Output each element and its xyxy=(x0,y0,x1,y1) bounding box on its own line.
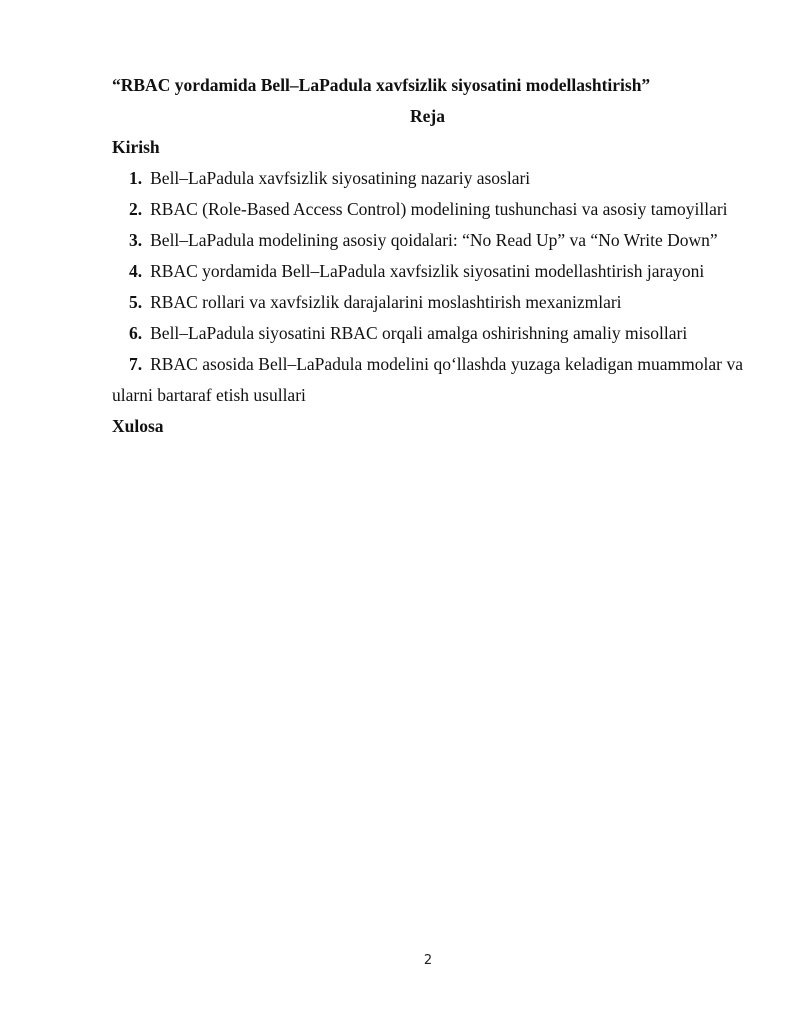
plan-item-number: 5. xyxy=(129,292,143,312)
plan-item-text: RBAC rollari va xavfsizlik darajalarini moslashtirish mexanizmlari xyxy=(150,292,622,312)
document-page xyxy=(112,70,743,442)
plan-item-number: 2. xyxy=(129,199,143,219)
plan-item xyxy=(112,349,743,411)
page-number: 2 xyxy=(423,953,433,968)
plan-item-text: RBAC yordamida Bell–LaPadula xavfsizlik siyosatini modellashtirish jarayoni xyxy=(150,261,705,281)
plan-item-number: 7. xyxy=(129,354,143,374)
document-title: “RBAC yordamida Bell–LaPadula xavfsizlik siyosatini modellashtirish” xyxy=(112,75,651,95)
plan-item-text: Bell–LaPadula xavfsizlik siyosatining nazariy asoslari xyxy=(150,168,531,188)
plan-item xyxy=(112,287,743,318)
plan-item xyxy=(112,256,743,287)
conclusion-heading: Xulosa xyxy=(112,416,164,436)
plan-item xyxy=(112,318,743,349)
plan-item-number: 6. xyxy=(129,323,143,343)
plan-item-text: Bell–LaPadula siyosatini RBAC orqali amalga oshirishning amaliy misollari xyxy=(150,323,688,343)
plan-item-number: 3. xyxy=(129,230,143,250)
plan-item-text: RBAC (Role-Based Access Control) modelining tushunchasi va asosiy tamoyillari xyxy=(150,199,728,219)
plan-item-number: 4. xyxy=(129,261,143,281)
intro-heading: Kirish xyxy=(112,137,160,157)
plan-item xyxy=(112,225,743,256)
plan-list xyxy=(112,163,743,411)
plan-item-number: 1. xyxy=(129,168,143,188)
plan-item-text: RBAC asosida Bell–LaPadula modelini qo‘llashda yuzaga keladigan muammolar va ularni bartaraf etish usullari xyxy=(112,354,743,405)
plan-item xyxy=(112,194,743,225)
plan-heading: Reja xyxy=(410,106,445,126)
plan-item xyxy=(112,163,743,194)
plan-item-text: Bell–LaPadula modelining asosiy qoidalari: “No Read Up” va “No Write Down” xyxy=(150,230,718,250)
